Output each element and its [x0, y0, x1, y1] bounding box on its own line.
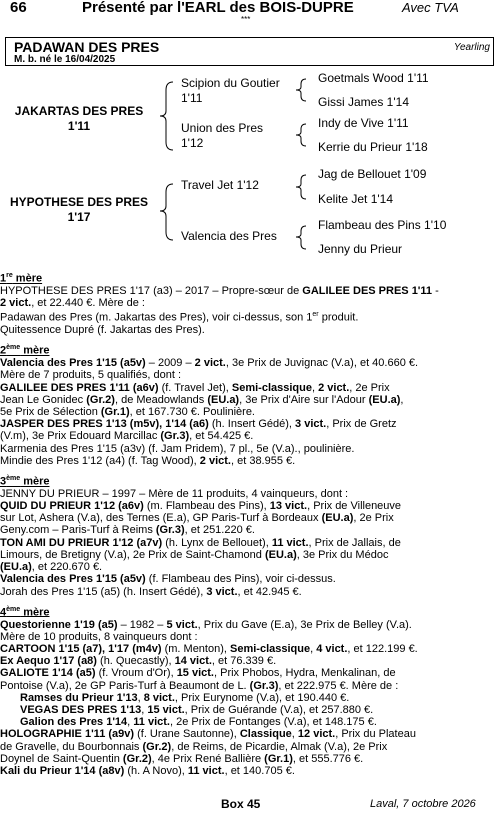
gen2-name: Valencia des Pres: [181, 229, 277, 243]
text-line: [0, 619, 500, 631]
text-segment: , 2e Prix: [349, 381, 390, 394]
bold-text-segment: (EU.a): [368, 393, 401, 406]
text-segment: Mindie des Pres 1'12 (a4) (f. Tag Wood),: [0, 454, 200, 467]
brace-sire: [160, 82, 173, 150]
bold-text-segment: 13 vict.: [269, 500, 308, 513]
text-line: [0, 655, 500, 667]
text-line: [0, 512, 500, 524]
bold-text-segment: Classique: [239, 728, 292, 741]
section-num: 4: [0, 606, 7, 619]
text-segment: , et 42.945 €.: [237, 585, 302, 598]
text-line: [0, 692, 500, 704]
text-segment: , 4e Prix René Ballière: [151, 752, 265, 765]
bold-text-segment: Semi-classique: [230, 642, 311, 655]
section-heading-3: [0, 473, 500, 488]
text-segment: , et 140.705 €.: [224, 765, 295, 777]
text-segment: 5e Prix de Sélection: [0, 406, 101, 418]
bold-text-segment: 2 vict.: [318, 381, 350, 394]
box-number: Box 45: [221, 797, 261, 811]
brace-dam: [160, 184, 173, 240]
bold-text-segment: (EU.a): [264, 548, 297, 561]
bold-text-segment: VEGAS DES PRES 1'13: [20, 703, 142, 716]
text-line: [0, 561, 500, 573]
text-segment: , Prix du Plateau: [335, 728, 416, 741]
section-sup: ème: [6, 605, 21, 613]
bold-text-segment: 5 vict.: [166, 618, 198, 631]
bold-text-segment: Kali du Prieur 1'14 (a8v): [0, 765, 125, 777]
text-segment: Pontoise (V.a), 2e GP Paris-Turf à Beaumont de L.: [0, 679, 250, 692]
text-segment: Jorah des Pres 1'15 (a5) (h. Insert Gédé),: [0, 585, 207, 598]
text-segment: , 3e Prix d'Aire sur l'Adour: [239, 393, 369, 406]
text-segment: (f. Travel Jet),: [158, 381, 232, 394]
bold-text-segment: (EU.a): [321, 512, 354, 525]
text-line: [0, 406, 500, 418]
text-segment: (f. Urane Sautonne),: [134, 728, 240, 741]
text-line: [0, 455, 500, 467]
text-segment: produit.: [318, 311, 359, 324]
text-segment: , Prix Eurynome (V.a), et 190.440 €.: [174, 691, 350, 704]
text-segment: – 1982 –: [117, 618, 167, 631]
text-segment: , et 22.440 €. Mère de :: [31, 297, 145, 310]
text-line: [0, 643, 500, 655]
presenter-title: Présenté par l'EARL des BOIS-DUPRE: [82, 0, 354, 16]
text-line: [0, 500, 500, 512]
text-segment: , Prix de Gretz: [326, 418, 397, 431]
text-line: [0, 369, 500, 381]
text-segment: ,: [127, 716, 134, 729]
bold-text-segment: 4 vict.: [316, 642, 348, 655]
bold-text-segment: (EU.a): [0, 561, 32, 574]
text-segment: Quitessence Dupré (f. Jakartas des Pres).: [0, 324, 205, 337]
text-segment: , de Meadowlands: [114, 393, 208, 406]
text-line: [0, 586, 500, 598]
text-line: [0, 297, 500, 309]
bold-text-segment: 15 vict.: [176, 667, 214, 680]
bold-text-segment: 11 vict.: [133, 716, 170, 729]
text-segment: Mère de 10 produits, 8 vainqueurs dont :: [0, 630, 198, 643]
text-segment: Mère de 7 produits, 5 qualifiés, dont :: [0, 369, 181, 382]
text-segment: , et 38.955 €.: [230, 454, 296, 467]
text-segment: sur Lot, Ashera (V.a), des Ternes (E.a), GP Paris-Turf à Bordeaux: [0, 512, 322, 525]
pedigree-gen3-8: Jenny du Prieur: [318, 242, 403, 256]
text-line: [0, 443, 500, 455]
section-sup: ème: [6, 475, 21, 483]
bold-text-segment: 2 vict.: [194, 357, 226, 370]
sale-date: Laval, 7 octobre 2026: [370, 798, 476, 810]
text-segment: HYPOTHESE DES PRES 1'17 (a3) – 2017 – Propre-sœur de: [0, 284, 303, 297]
text-line: [0, 394, 500, 406]
bold-text-segment: Semi-classique: [231, 381, 312, 394]
horse-category: Yearling: [453, 42, 490, 53]
bold-text-segment: 12 vict.: [297, 728, 336, 741]
page-header: [0, 0, 500, 28]
text-line: [0, 382, 500, 394]
gen2-record: 1'11: [181, 91, 203, 105]
text-segment: , Prix du Gave (E.a), 3e Prix de Belley (V.a).: [197, 618, 412, 631]
text-line: [0, 309, 500, 324]
text-line: [0, 728, 500, 740]
text-segment: ,: [311, 381, 319, 394]
text-segment: , 2e Prix de Fontanges (V.a), et 148.175 €.: [170, 716, 377, 729]
text-segment: (h. Quecastly),: [96, 655, 175, 668]
text-line: [0, 524, 500, 536]
text-segment: (f. Flambeau des Pins), voir ci-dessus.: [145, 573, 336, 586]
text-line: [0, 765, 500, 777]
bold-text-segment: 15 vict.: [147, 703, 185, 716]
pedigree-gen3-3: Indy de Vive 1'11: [318, 116, 409, 130]
text-segment: , et 167.730 €. Poulinière.: [129, 406, 255, 418]
text-line: [0, 716, 500, 728]
text-segment: Karmenia des Pres 1'15 (a3v) (f. Jam Pridem), 7 pl., 5e (V.a)., poulinière.: [0, 442, 355, 455]
pedigree-braces: [0, 60, 500, 270]
header-stars: ***: [241, 15, 251, 24]
text-line: [0, 537, 500, 549]
brace-gen2-4: [296, 226, 306, 249]
bold-text-segment: QUID DU PRIEUR 1'12 (a6v): [0, 500, 144, 513]
text-segment: , 2e Prix: [353, 512, 394, 525]
bold-text-segment: HOLOGRAPHIE 1'11 (a9v): [0, 728, 135, 741]
dam-line-text: [0, 270, 500, 777]
pedigree-gen3-7: Flambeau des Pins 1'10: [318, 218, 447, 232]
superscript: er: [312, 311, 319, 319]
text-segment: ,: [137, 691, 144, 704]
section-word: mère: [20, 344, 50, 357]
bold-text-segment: (Gr.3): [160, 430, 190, 443]
text-segment: (m. Menton),: [161, 642, 230, 655]
horse-name: PADAWAN DES PRES: [14, 39, 160, 55]
text-segment: – 2009 –: [145, 357, 195, 370]
bold-text-segment: 11 vict.: [271, 536, 309, 549]
bold-text-segment: Valencia des Pres 1'15 (a5v): [0, 573, 146, 586]
bold-text-segment: Questorienne 1'19 (a5): [0, 618, 118, 631]
text-line: [0, 741, 500, 753]
brace-gen2-1: [296, 79, 306, 101]
text-segment: , Prix Phobos, Hydra, Menkalinan, de: [214, 667, 396, 680]
text-segment: , Prix de Villeneuve: [307, 500, 402, 513]
text-line: [0, 573, 500, 585]
text-segment: , Prix de Jallais, de: [308, 536, 401, 549]
text-segment: (h. Lynx de Bellouet),: [162, 536, 272, 549]
text-segment: , et 76.339 €.: [211, 655, 277, 668]
section-num: 2: [0, 344, 7, 357]
text-line: [0, 549, 500, 561]
bold-text-segment: (Gr.1): [264, 752, 293, 765]
text-line: [0, 430, 500, 442]
bold-text-segment: (Gr.3): [155, 524, 185, 537]
bold-text-segment: Galion des Pres 1'14: [20, 716, 128, 729]
text-segment: ,: [141, 703, 148, 716]
bold-text-segment: GALIOTE 1'14 (a5): [0, 667, 96, 680]
text-segment: Jean Le Gonidec: [0, 393, 87, 406]
bold-text-segment: (EU.a): [207, 393, 240, 406]
dam-record: 1'17: [67, 210, 91, 224]
bold-text-segment: 8 vict.: [143, 691, 175, 704]
section-num: 1: [0, 272, 7, 285]
text-segment: , et 122.199 €.: [347, 642, 418, 655]
pedigree-gen3-1: Goetmals Wood 1'11: [318, 71, 429, 85]
page-footer: [0, 797, 500, 813]
bold-text-segment: 2 vict.: [199, 454, 231, 467]
section-heading-4: [0, 604, 500, 619]
text-segment: ,: [291, 728, 298, 741]
text-line: [0, 667, 500, 679]
section-sup: re: [6, 272, 13, 279]
section-word: mère: [20, 606, 50, 619]
text-segment: de Gravelle, du Bourbonnais: [0, 740, 143, 753]
sire-record: 1'11: [67, 119, 91, 133]
bold-text-segment: (Gr.3): [249, 679, 279, 692]
section-word: mère: [20, 475, 50, 488]
text-segment: (f. Vroum d'Or),: [95, 667, 177, 680]
text-line: [0, 285, 500, 297]
text-segment: , et 54.425 €.: [189, 430, 254, 443]
bold-text-segment: (Gr.2): [86, 393, 115, 406]
bold-text-segment: 11 vict.: [187, 765, 225, 777]
text-line: [0, 704, 500, 716]
brace-gen2-2: [296, 124, 306, 146]
gen2-name: Travel Jet 1'12: [181, 178, 259, 192]
text-segment: Geny.com – Paris-Turf à Reims: [0, 524, 156, 537]
bold-text-segment: GALILEE DES PRES 1'11: [302, 284, 433, 297]
text-line: [0, 418, 500, 430]
bold-text-segment: Valencia des Pres 1'15 (a5v): [0, 357, 146, 370]
sire-name: JAKARTAS DES PRES: [14, 104, 144, 118]
section-heading-1: [0, 270, 500, 285]
bold-text-segment: 2 vict.: [0, 297, 32, 310]
text-line: [0, 357, 500, 369]
pedigree-gen3-5: Jag de Bellouet 1'09: [318, 167, 427, 181]
text-segment: ,: [310, 642, 317, 655]
bold-text-segment: GALILEE DES PRES 1'11 (a6v): [0, 381, 159, 394]
text-line: [0, 488, 500, 500]
text-line: [0, 680, 500, 692]
text-segment: , et 220.670 €.: [31, 561, 103, 574]
section-num: 3: [0, 475, 7, 488]
page-number: 66: [10, 0, 27, 16]
bold-text-segment: (Gr.2): [142, 740, 172, 753]
bold-text-segment: CARTOON 1'15 (a7), 1'17 (m4v): [0, 642, 162, 655]
bold-text-segment: 3 vict.: [295, 418, 327, 431]
dam-name: HYPOTHESE DES PRES: [9, 195, 149, 209]
text-line: [0, 324, 500, 336]
text-segment: , et 222.975 €. Mère de :: [278, 679, 399, 692]
bold-text-segment: TON AMI DU PRIEUR 1'12 (a7v): [0, 536, 163, 549]
pedigree-gen3-4: Kerrie du Prieur 1'18: [318, 140, 428, 154]
section-sup: ème: [6, 344, 21, 352]
text-segment: , et 251.220 €.: [184, 524, 255, 537]
text-segment: (h. Insert Gédé),: [208, 418, 296, 431]
bold-text-segment: (Gr.2): [122, 752, 152, 765]
text-segment: Padawan des Pres (m. Jakartas des Pres), voir ci-dessus, son 1: [0, 311, 313, 324]
text-segment: , de Reims, de Picardie, Almak (V.a), 2e Prix: [171, 740, 388, 753]
section-word: mère: [12, 272, 43, 285]
text-segment: Limours, de Bretigny (V.a), 2e Prix de Saint-Chamond: [0, 548, 265, 561]
tva-note: Avec TVA: [402, 0, 459, 15]
bold-text-segment: JASPER DES PRES 1'13 (m5v), 1'14 (a6): [0, 418, 209, 431]
text-segment: , et 555.776 €.: [292, 752, 364, 765]
gen2-name: Scipion du Goutier: [181, 76, 280, 90]
text-segment: Doynel de Saint-Quentin: [0, 752, 123, 765]
text-segment: (V.m), 3e Prix Edouard Marcillac: [0, 430, 161, 443]
text-line: [0, 753, 500, 765]
pedigree-gen3-6: Kelite Jet 1'14: [318, 192, 394, 206]
pedigree-gen3-2: Gissi James 1'14: [318, 95, 409, 109]
text-segment: -: [432, 284, 439, 297]
text-segment: , Prix de Guérande (V.a), et 257.880 €.: [184, 703, 374, 716]
bold-text-segment: 14 vict.: [174, 655, 212, 668]
section-heading-2: [0, 342, 500, 357]
text-segment: ,: [400, 393, 404, 406]
text-segment: JENNY DU PRIEUR – 1997 – Mère de 11 produits, 4 vainqueurs, dont :: [0, 487, 349, 500]
bold-text-segment: 3 vict.: [206, 585, 238, 598]
bold-text-segment: Ramses du Prieur 1'13: [20, 691, 138, 704]
gen2-record: 1'12: [181, 136, 204, 150]
text-line: [0, 631, 500, 643]
text-segment: (m. Flambeau des Pins),: [143, 500, 270, 513]
text-segment: (h. A Novo),: [124, 765, 188, 777]
text-segment: , 3e Prix de Juvignac (V.a), et 40.660 €.: [225, 357, 419, 370]
text-segment: , 3e Prix du Médoc: [296, 548, 389, 561]
gen2-name: Union des Pres: [181, 121, 264, 135]
horse-birth: M. b. né le 16/04/2025: [14, 54, 116, 65]
brace-gen2-3: [296, 175, 306, 199]
bold-text-segment: Ex Aequo 1'17 (a8): [0, 655, 97, 668]
bold-text-segment: (Gr.1): [100, 406, 130, 418]
